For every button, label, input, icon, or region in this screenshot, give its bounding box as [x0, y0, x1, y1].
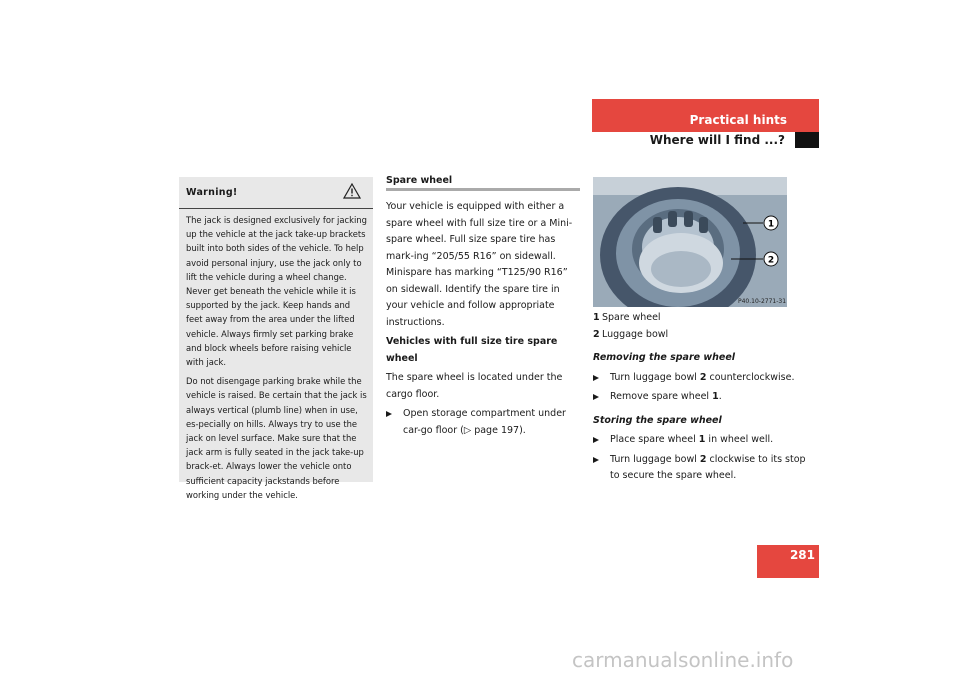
page-number: 281: [789, 548, 815, 562]
bullet-arrow-icon: [386, 411, 392, 417]
page-number-box: [757, 545, 819, 578]
bullet-arrow-icon: [593, 457, 599, 463]
instruction-step: Open storage compartment under car-go floor (▷ page 197).: [386, 406, 580, 439]
spare-wheel-location: The spare wheel is located under the cargo floor.: [386, 372, 563, 400]
warning-body: [179, 209, 373, 502]
legend-item: 1 Spare wheel: [593, 312, 661, 323]
warning-title: Warning!: [186, 187, 238, 198]
warning-triangle-icon: [343, 183, 361, 199]
callout-1: 1: [767, 219, 775, 230]
warning-paragraph: Do not disengage parking brake while the vehicle is raised. Be certain that the jack is always vertical (plumb line) when in use, es-pecially on hills. Always try to use the jack on level surface. Make sure that the jack arm is fully seated in the jack take-up brack-et. Always lower the vehicle onto sufficient capacity jackstands before working under the vehicle.: [186, 376, 367, 500]
watermark-footer: carmanualsonline.info: [572, 648, 794, 672]
bullet-arrow-icon: [593, 437, 599, 443]
removing-heading: Removing the spare wheel: [593, 352, 736, 363]
instruction-step: Place spare wheel 1 in wheel well.: [593, 432, 813, 449]
header-black-tab: [795, 132, 819, 148]
legend-item: 2 Luggage bowl: [593, 328, 669, 340]
warning-paragraph: The jack is designed exclusively for jacking up the vehicle at the jack take-up brackets built into both sides of the vehicle. To help avoid personal injury, use the jack only to lift the vehicle during a wheel change. Never get beneath the vehicle while it is supported by the jack. Keep hands and feet away from the area under the lifted vehicle. Always firmly set parking brake and block wheels before raising vehicle with jack.: [186, 215, 367, 368]
spare-wheel-heading: Spare wheel: [386, 173, 580, 191]
instruction-step: Turn luggage bowl 2 counterclockwise.: [593, 370, 813, 387]
warning-box: [179, 177, 373, 500]
full-size-subheading: Vehicles with full size tire spare wheel: [386, 336, 558, 364]
procedure-column: [593, 310, 813, 485]
section-subtitle: Where will I find ...?: [649, 133, 785, 147]
instruction-step: Turn luggage bowl 2 clockwise to its stop to secure the spare wheel.: [593, 452, 813, 485]
callout-2: 2: [767, 255, 775, 266]
spare-wheel-intro: Your vehicle is equipped with either a spare wheel with full size tire or a Mini-spare wheel. Full size spare tire has mark-ing “205/55 R16” on sidewall. Minispare has marking “T125/90 R16” on sidewall. Identify the spare tire in your vehicle and follow appropriate instructions.: [386, 201, 573, 328]
section-title: Practical hints: [689, 113, 787, 127]
bullet-arrow-icon: [593, 394, 599, 400]
storing-heading: Storing the spare wheel: [593, 414, 722, 426]
figure-code: P40.10-2771-31: [738, 298, 787, 305]
warning-header: [179, 177, 373, 209]
spare-wheel-section: [386, 173, 580, 439]
bullet-arrow-icon: [593, 375, 599, 381]
page-reference-link[interactable]: ▷ page 197: [463, 424, 520, 436]
header-bar: [592, 99, 819, 132]
spare-wheel-photo: [593, 177, 787, 307]
instruction-step: Remove spare wheel 1.: [593, 389, 813, 406]
